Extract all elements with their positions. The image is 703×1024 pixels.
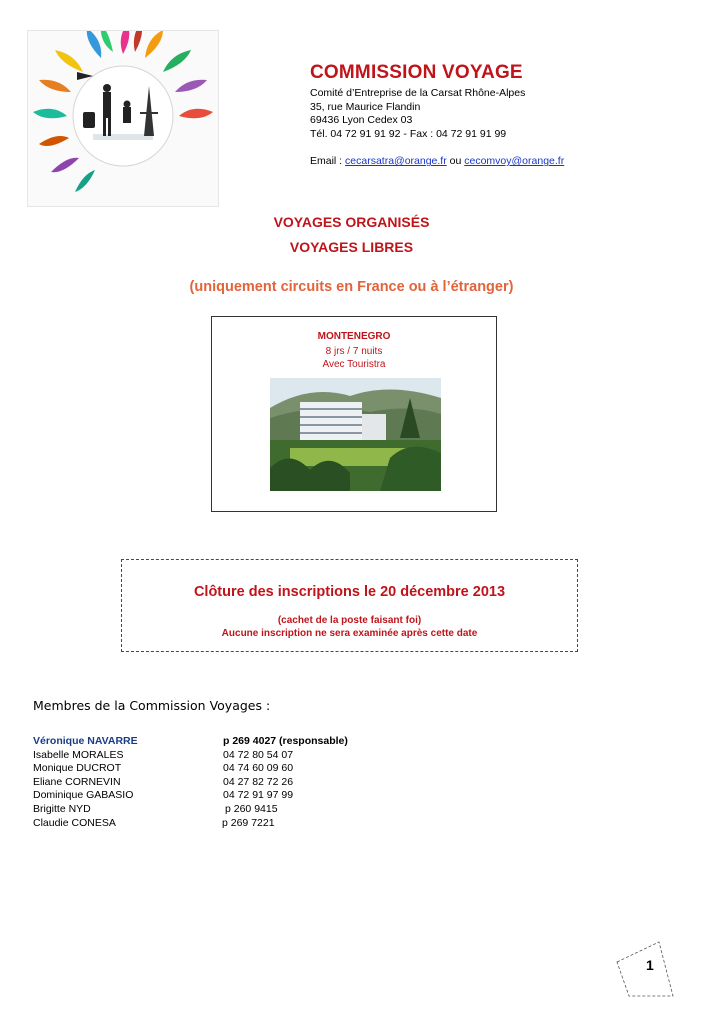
member-name: Véronique NAVARRE bbox=[33, 735, 138, 747]
member-name: Eliane CORNEVIN bbox=[33, 775, 121, 788]
member-row bbox=[33, 749, 453, 763]
street-address: 35, rue Maurice Flandin bbox=[310, 100, 421, 113]
member-name: Brigitte NYD bbox=[33, 802, 91, 815]
member-phone: 04 72 91 97 99 bbox=[223, 789, 294, 802]
phone-fax: Tél. 04 72 91 91 92 - Fax : 04 72 91 91 99 bbox=[310, 127, 507, 140]
member-phone: 04 74 60 09 60 bbox=[223, 762, 294, 775]
email-label: Email : bbox=[310, 155, 346, 168]
member-phone: 04 72 80 54 07 bbox=[223, 748, 294, 761]
contact-block bbox=[310, 62, 670, 167]
page-corner-icon bbox=[615, 940, 675, 998]
circuits-note: (uniquement circuits en France ou à l’étranger) bbox=[189, 279, 514, 295]
hotel-photo bbox=[270, 378, 441, 491]
email-link-1[interactable]: cecarsatra@orange.fr bbox=[345, 155, 447, 168]
trip-card bbox=[211, 316, 497, 512]
deadline-title: Clôture des inscriptions le 20 décembre 2013 bbox=[193, 584, 506, 600]
email-separator: ou bbox=[446, 155, 465, 168]
member-phone: 04 27 82 72 26 bbox=[223, 775, 294, 788]
member-phone: p 269 4027 (responsable) bbox=[223, 735, 348, 747]
members-title: Membres de la Commission Voyages : bbox=[33, 698, 271, 713]
trip-destination: MONTENEGRO bbox=[317, 331, 391, 342]
deadline-warning: Aucune inscription ne sera examinée après cette date bbox=[221, 628, 478, 639]
heading-voyages-organises: VOYAGES ORGANISÉS bbox=[273, 214, 430, 230]
trip-duration: 8 jrs / 7 nuits bbox=[325, 346, 383, 357]
commission-logo bbox=[27, 30, 219, 207]
member-row bbox=[33, 735, 453, 749]
member-row bbox=[33, 817, 453, 831]
member-name: Claudie CONESA bbox=[33, 816, 116, 829]
member-row bbox=[33, 789, 453, 803]
member-row bbox=[33, 803, 453, 817]
city-address: 69436 Lyon Cedex 03 bbox=[310, 114, 413, 127]
trip-operator: Avec Touristra bbox=[322, 359, 386, 370]
deadline-box bbox=[121, 559, 578, 652]
member-row bbox=[33, 776, 453, 790]
member-name: Isabelle MORALES bbox=[33, 748, 124, 761]
email-line bbox=[310, 155, 670, 167]
member-phone: p 269 7221 bbox=[222, 816, 275, 829]
page-number: 1 bbox=[646, 957, 654, 973]
heading-voyages-libres: VOYAGES LIBRES bbox=[289, 239, 414, 255]
email-link-2[interactable]: cecomvoy@orange.fr bbox=[464, 155, 565, 168]
member-name: Monique DUCROT bbox=[33, 762, 122, 775]
committee-name: Comité d’Entreprise de la Carsat Rhône-Alpes bbox=[310, 87, 526, 99]
member-name: Dominique GABASIO bbox=[33, 789, 134, 802]
members-list bbox=[33, 735, 453, 830]
commission-title: COMMISSION VOYAGE bbox=[310, 62, 523, 83]
member-phone: p 260 9415 bbox=[225, 802, 278, 815]
deadline-postmark-note: (cachet de la poste faisant foi) bbox=[277, 615, 422, 626]
member-row bbox=[33, 762, 453, 776]
